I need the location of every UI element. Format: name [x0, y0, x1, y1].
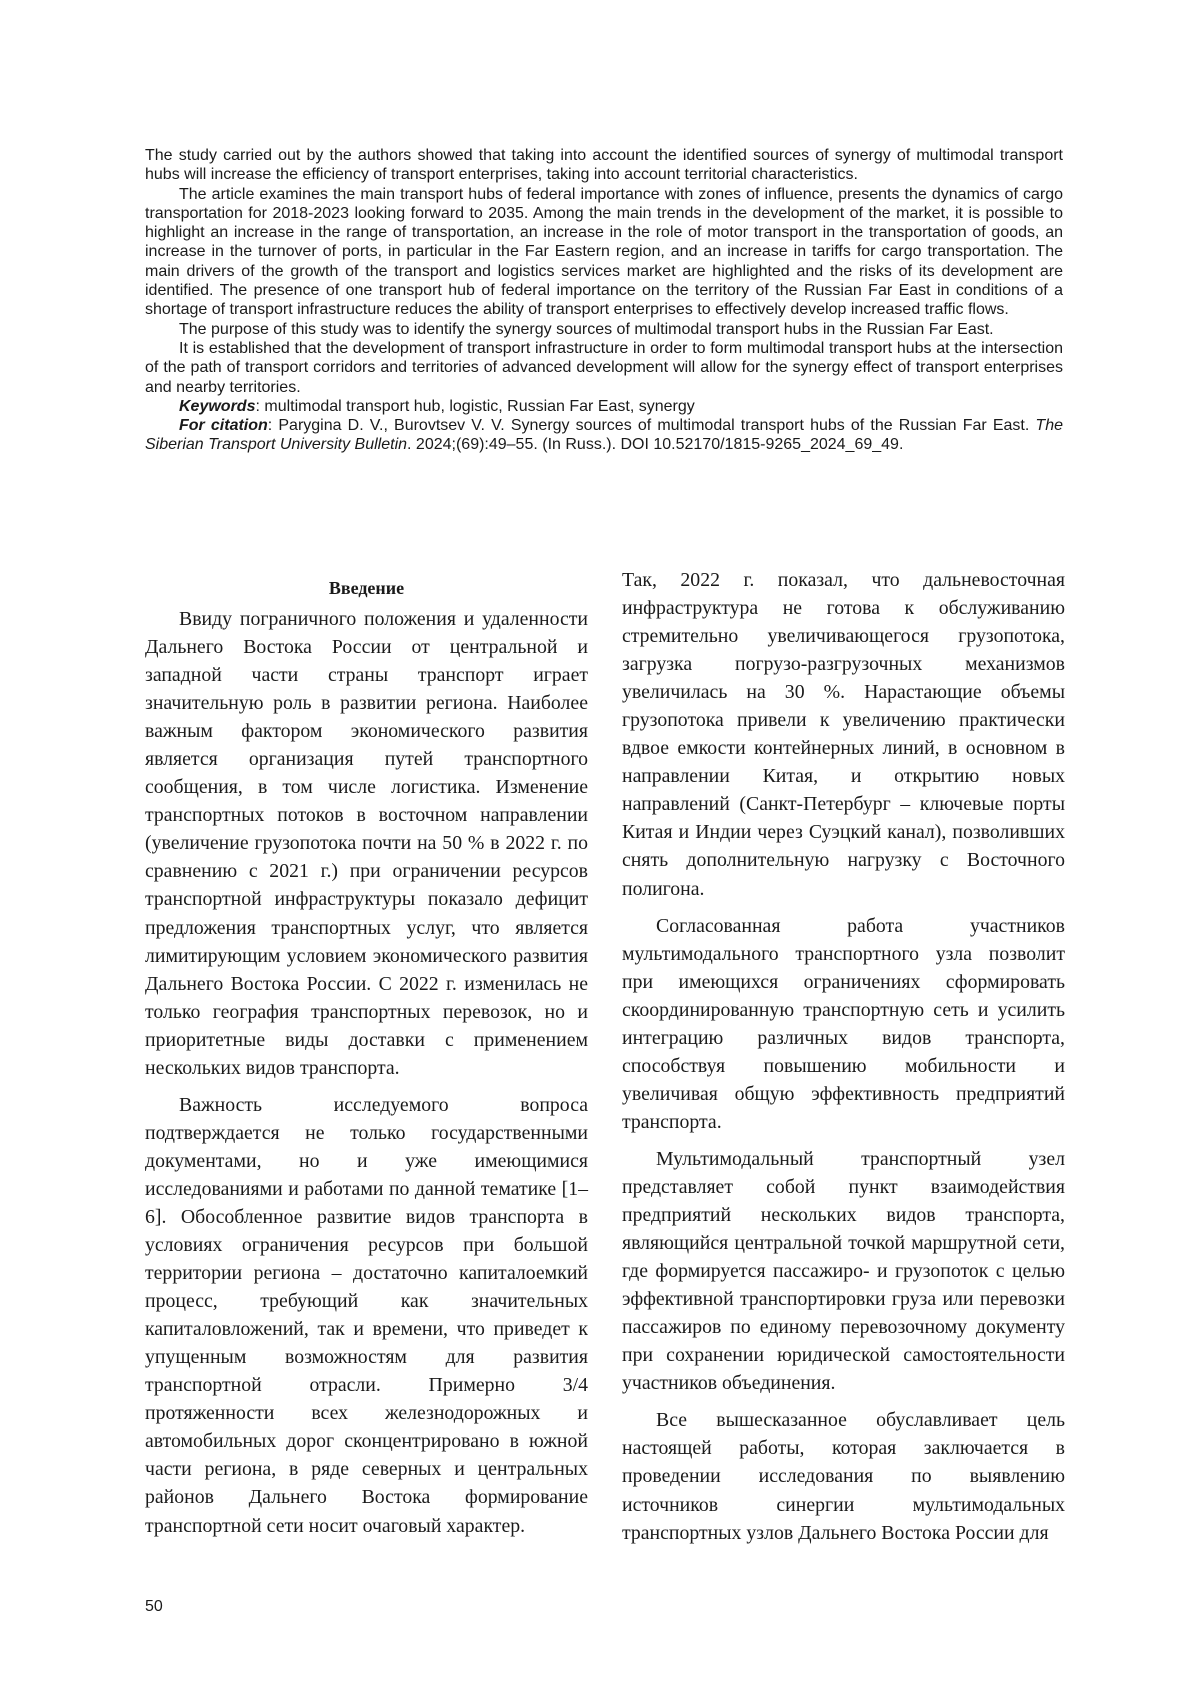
citation-text: : Parygina D. V., Burovtsev V. V. Synergy sources of multimodal transport hubs of the Russian Far East. [267, 417, 1036, 435]
abstract-paragraph: It is established that the development of transport infrastructure in order to form multimodal transport hubs at the intersection of the path of transport corridors and territories of advanced development will allow for the synergy effect of transport enterprises and nearby territories. [145, 339, 1063, 396]
body-paragraph: Мультимодальный транспортный узел представляет собой пункт взаимодействия предприятий нескольких видов транспорта, являющийся центральной точкой маршрутной сети, где формируется пассажиро- и грузопоток с целью эффективной транспортировки груза или перевозки пассажиров по единому перевозочному документу при сохранении юридической самостоятельности участников объединения. [622, 1147, 1065, 1395]
abstract [145, 146, 1063, 455]
left-column [145, 576, 588, 1549]
body-paragraph: Все вышесказанное обуславливает цель настоящей работы, которая заключается в проведении исследования по выявлению источников синергии мультимодальных транспортных узлов Дальнего Востока России для [622, 1409, 1065, 1544]
abstract-paragraph: The article examines the main transport hubs of federal importance with zones of influence, presents the dynamics of cargo transportation for 2018-2023 looking forward to 2035. Among the main trends in the development of the market, it is possible to highlight an increase in the range of transportation, an increase in the role of motor transport in the transportation of goods, an increase in the turnover of ports, in particular in the Far Eastern region, and an increase in tariffs for cargo transportation. The main drivers of the growth of the transport and logistics services market are highlighted and the risks of its development are identified. The presence of one transport hub of federal importance on the territory of the Russian Far East in conditions of a shortage of transport infrastructure reduces the ability of transport enterprises to effectively develop increased traffic flows. [145, 185, 1063, 319]
citation-label: For citation [179, 417, 268, 435]
page-number: 50 [145, 1598, 163, 1615]
abstract-paragraph: The purpose of this study was to identify the synergy sources of multimodal transport hubs in the Russian Far East. [179, 320, 994, 338]
citation-details: . 2024;(69):49–55. (In Russ.). DOI 10.52170/1815-9265_2024_69_49. [407, 436, 904, 454]
citation-line [145, 416, 1063, 455]
abstract-paragraph: The study carried out by the authors showed that taking into account the identified sources of synergy of multimodal transport hubs will increase the efficiency of transport enterprises, taking into account territorial characteristics. [145, 147, 1063, 184]
citation-journal: The Siberian Transport University Bulletin [145, 417, 1063, 454]
body-paragraph: Так, 2022 г. показал, что дальневосточная инфраструктура не готова к обслуживанию стремительно увеличивающегося грузопотока, загрузка погрузо-разгрузочных механизмов увеличилась на 30 %. Нарастающие объемы грузопотока привели к увеличению практически вдвое емкости контейнерных линий, в основном в направлении Китая, и открытию новых направлений (Санкт-Петербург – ключевые порты Китая и Индии через Суэцкий канал), позволивших снять дополнительную нагрузку с Восточного полигона. [622, 569, 1065, 900]
body-paragraph: Ввиду пограничного положения и удаленности Дальнего Востока России от центральной и западной части страны транспорт играет значительную роль в развитии региона. Наиболее важным фактором экономического развития является организация путей транспортного сообщения, в том числе логистика. Изменение транспортных потоков в восточном направлении (увеличение грузопотока почти на 50 % в 2022 г. по сравнению с 2021 г.) при ограничении ресурсов транспортной инфраструктуры показало дефицит предложения транспортных услуг, что является лимитирующим условием экономического развития Дальнего Востока России. С 2022 г. изменилась не только география транспортных перевозок, но и приоритетные виды доставки с применением нескольких видов транспорта. [145, 608, 588, 1079]
keywords-line [145, 397, 1063, 416]
keywords-label: Keywords [179, 397, 256, 415]
body-paragraph: Важность исследуемого вопроса подтверждается не только государственными документами, но и уже имеющимися исследованиями и работами по данной тематике [1–6]. Обособленное развитие видов транспорта в условиях ограничения ресурсов при большой территории региона – достаточно капиталоемкий процесс, требующий как значительных капиталовложений, так и времени, что приведет к упущенным возможностям для развития транспортной отрасли. Примерно 3/4 протяженности всех железнодорожных и автомобильных дорог сконцентрировано в южной части региона, в ряде северных и центральных районов Дальнего Востока формирование транспортной сети носит очаговый характер. [145, 1093, 588, 1537]
body-paragraph: Согласованная работа участников мультимодального транспортного узла позволит при имеющихся ограничениях сформировать скоординированную транспортную сеть и усилить интеграцию различных видов транспорта, способствуя повышению мобильности и увеличивая общую эффективность предприятий транспорта. [622, 914, 1065, 1133]
section-heading: Введение [328, 578, 405, 598]
keywords-text: : multimodal transport hub, logistic, Russian Far East, synergy [255, 397, 695, 415]
right-column [622, 566, 1065, 1556]
